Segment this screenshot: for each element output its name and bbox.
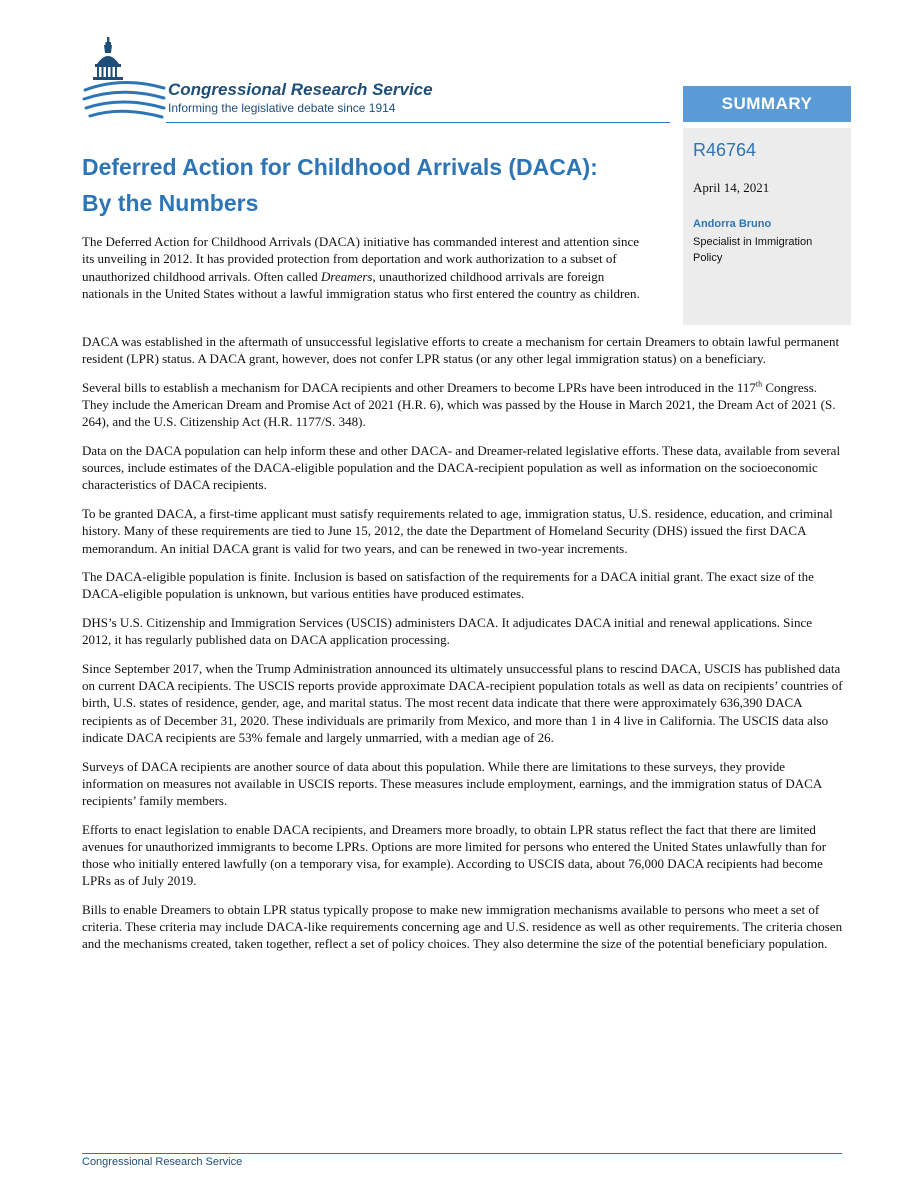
intro-paragraph bbox=[82, 233, 648, 303]
document-title-line-2: By the Numbers bbox=[82, 190, 259, 216]
footer-org-name: Congressional Research Service bbox=[82, 1156, 243, 1168]
report-info-panel bbox=[683, 128, 851, 325]
paragraph-data-sources: Data on the DACA population can help inform these and other DACA- and Dreamer-related legislative efforts. These data, available from several sources, include estimates of the DACA-eligible population and the DACA-recipient population as well as information on the socioeconomic characteristics of DACA recipients. bbox=[82, 443, 841, 493]
report-date: April 14, 2021 bbox=[693, 180, 770, 195]
intro-text-start: The Deferred Action for Childhood Arrivals (DACA) initiative has commanded interest and attention since its unveiling in 2012. It has provided protection from deportation and work authorization to a subset of unauthorized childhood arrivals. Often called bbox=[82, 234, 640, 284]
document-title bbox=[82, 149, 672, 221]
author-name: Andorra Bruno bbox=[693, 218, 772, 230]
paragraph-surveys: Surveys of DACA recipients are another source of data about this population. While there are limitations to these surveys, they provide information on measures not available in USCIS reports. These measures include employment, earnings, and the immigration status of DACA recipients’ family members. bbox=[82, 758, 822, 808]
paragraph-bills-text-start: Several bills to establish a mechanism for DACA recipients and other Dreamers to become LPRs have been introduced in the 117 bbox=[82, 379, 756, 395]
report-number: R46764 bbox=[693, 140, 757, 160]
org-tagline: Informing the legislative debate since 1914 bbox=[168, 101, 396, 115]
paragraph-bills-text-end: Congress. They include the American Dream and Promise Act of 2021 (H.R. 6), which was passed by the House in March 2021, the Dream Act of 2021 (S. 264), and the U.S. Citizenship Act (H.R. 1177/S. 348). bbox=[82, 379, 836, 430]
paragraph-bill-criteria: Bills to enable Dreamers to obtain LPR status typically propose to make new immigration mechanisms available to persons who meet a set of criteria. These criteria may include DACA-like requirements concerning age and U.S. residence as well as other requirements. The criteria chosen and the mechanisms created, taken together, reflect a set of policy choices. They also determine the size of the potential beneficiary population. bbox=[82, 901, 843, 952]
intro-text-end: , unauthorized childhood arrivals are foreign nationals in the United States without a lawful immigration status who first entered the country as children. bbox=[82, 268, 640, 302]
paragraph-daca-origin: DACA was established in the aftermath of unsuccessful legislative efforts to create a mechanism for certain Dreamers to obtain lawful permanent resident (LPR) status. A DACA grant, however, does not confer LPR status (or any other legal immigration status) on a beneficiary. bbox=[82, 334, 840, 367]
paragraph-lpr-avenues: Efforts to enact legislation to enable DACA recipients, and Dreamers more broadly, to obtain LPR status reflect the fact that there are limited avenues for unauthorized immigrants to become LPRs. Options are more limited for persons who entered the United States unlawfully than for those who initially entered lawfully (on a temporary visa, for example). According to USCIS data, about 76,000 DACA recipients had become LPRs as of July 2019. bbox=[82, 821, 827, 889]
capitol-dome-icon bbox=[82, 36, 166, 120]
paragraph-recipient-data: Since September 2017, when the Trump Administration announced its ultimately unsuccessful plans to rescind DACA, USCIS has published data on current DACA recipients. The USCIS reports provide approximate DACA-recipient population totals as well as data on recipients’ countries of birth, U.S. states of residence, gender, age, and marital status. The most recent data indicate that there were approximately 636,390 DACA recipients as of December 31, 2020. These individuals are primarily from Mexico, and more than 1 in 4 live in California. The USCIS data also indicate DACA recipients are 53% female and largely unmarried, with a median age of 26. bbox=[82, 661, 843, 745]
paragraph-bills-117th bbox=[82, 379, 844, 431]
paragraph-uscis: DHS’s U.S. Citizenship and Immigration Services (USCIS) administers DACA. It adjudicates DACA initial and renewal applications. Since 2012, it has regularly published data on DACA application processing. bbox=[82, 615, 813, 648]
document-title-line-1: Deferred Action for Childhood Arrivals (DACA): bbox=[82, 154, 598, 180]
org-name: Congressional Research Service bbox=[168, 80, 433, 99]
author-title: Specialist in Immigration Policy bbox=[693, 236, 813, 264]
crs-logo bbox=[82, 36, 482, 122]
footer-divider bbox=[82, 1153, 842, 1154]
header-divider bbox=[166, 122, 670, 123]
paragraph-requirements: To be granted DACA, a first-time applicant must satisfy requirements related to age, immigration status, U.S. residence, education, and criminal history. Many of these requirements are tied to June 15, 2012, the date the Department of Homeland Security (DHS) issued the first DACA memorandum. An initial DACA grant is valid for two years, and can be renewed in two-year increments. bbox=[82, 506, 833, 556]
summary-banner: SUMMARY bbox=[683, 86, 851, 122]
ordinal-suffix: th bbox=[755, 379, 763, 389]
intro-dreamers-term: Dreamers bbox=[320, 268, 373, 284]
paragraph-eligible-population: The DACA-eligible population is finite. Inclusion is based on satisfaction of the requirements for a DACA initial grant. The exact size of the DACA-eligible population is unknown, but various entities have produced estimates. bbox=[82, 569, 814, 602]
summary-body bbox=[82, 333, 844, 964]
